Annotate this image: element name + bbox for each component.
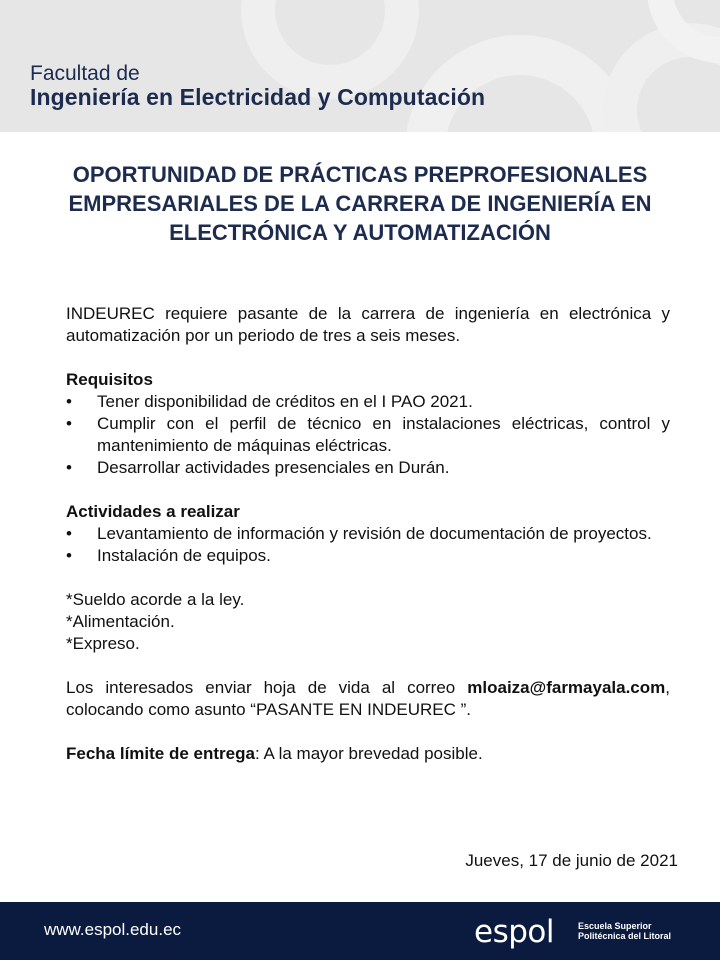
list-item: • Levantamiento de información y revisión de documentación de proyectos.	[66, 523, 670, 545]
list-item: • Desarrollar actividades presenciales en Durán.	[66, 457, 670, 479]
footer-bar	[0, 902, 720, 960]
faculty-name: Ingeniería en Electricidad y Computación	[30, 84, 486, 110]
title-line: OPORTUNIDAD DE PRÁCTICAS PREPROFESIONALES	[72, 162, 648, 187]
contact-suffix: , colocando como asunto “PASANTE EN INDEUREC ”.	[66, 678, 670, 719]
list-item: • Instalación de equipos.	[66, 545, 670, 567]
contact-prefix: Los interesados enviar hoja de vida al correo	[66, 678, 468, 697]
list-item: • Cumplir con el perfil de técnico en instalaciones eléctricas, control y mantenimiento de máquinas eléctricas.	[66, 413, 670, 457]
logo-text: espol	[474, 914, 554, 950]
activities-heading: Actividades a realizar	[66, 502, 240, 521]
benefit-transport: *Expreso.	[66, 634, 140, 653]
publication-date: Jueves, 17 de junio de 2021	[465, 851, 678, 870]
title-line: EMPRESARIALES DE LA CARRERA DE INGENIERÍA EN	[68, 191, 652, 216]
benefit-salary: *Sueldo acorde a la ley.	[66, 590, 245, 609]
requirements-heading: Requisitos	[66, 370, 153, 389]
header-banner	[0, 0, 720, 132]
espol-logo-icon	[474, 912, 574, 952]
deadline-value: : A la mayor brevedad posible.	[254, 744, 483, 763]
school-line: Escuela Superior	[578, 921, 652, 931]
intro-paragraph: INDEUREC requiere pasante de la carrera de ingeniería en electrónica y automatización por un periodo de tres a seis meses.	[66, 304, 670, 345]
deadline-line	[66, 743, 670, 765]
contact-email-link[interactable]: mloaiza@farmayala.com	[467, 678, 666, 697]
title-line: ELECTRÓNICA Y AUTOMATIZACIÓN	[169, 220, 551, 245]
announcement-body	[66, 303, 670, 765]
school-line: Politécnica del Litoral	[578, 931, 672, 941]
requirements-list	[66, 391, 670, 479]
page-title	[40, 160, 680, 247]
website-link[interactable]: www.espol.edu.ec	[44, 920, 182, 939]
faculty-label: Facultad de	[30, 62, 140, 85]
list-item: • Tener disponibilidad de créditos en el I PAO 2021.	[66, 391, 670, 413]
contact-paragraph	[66, 677, 670, 721]
activities-list	[66, 523, 670, 567]
deadline-label: Fecha límite de entrega	[66, 744, 255, 763]
school-name	[578, 921, 671, 941]
benefit-food: *Alimentación.	[66, 612, 175, 631]
